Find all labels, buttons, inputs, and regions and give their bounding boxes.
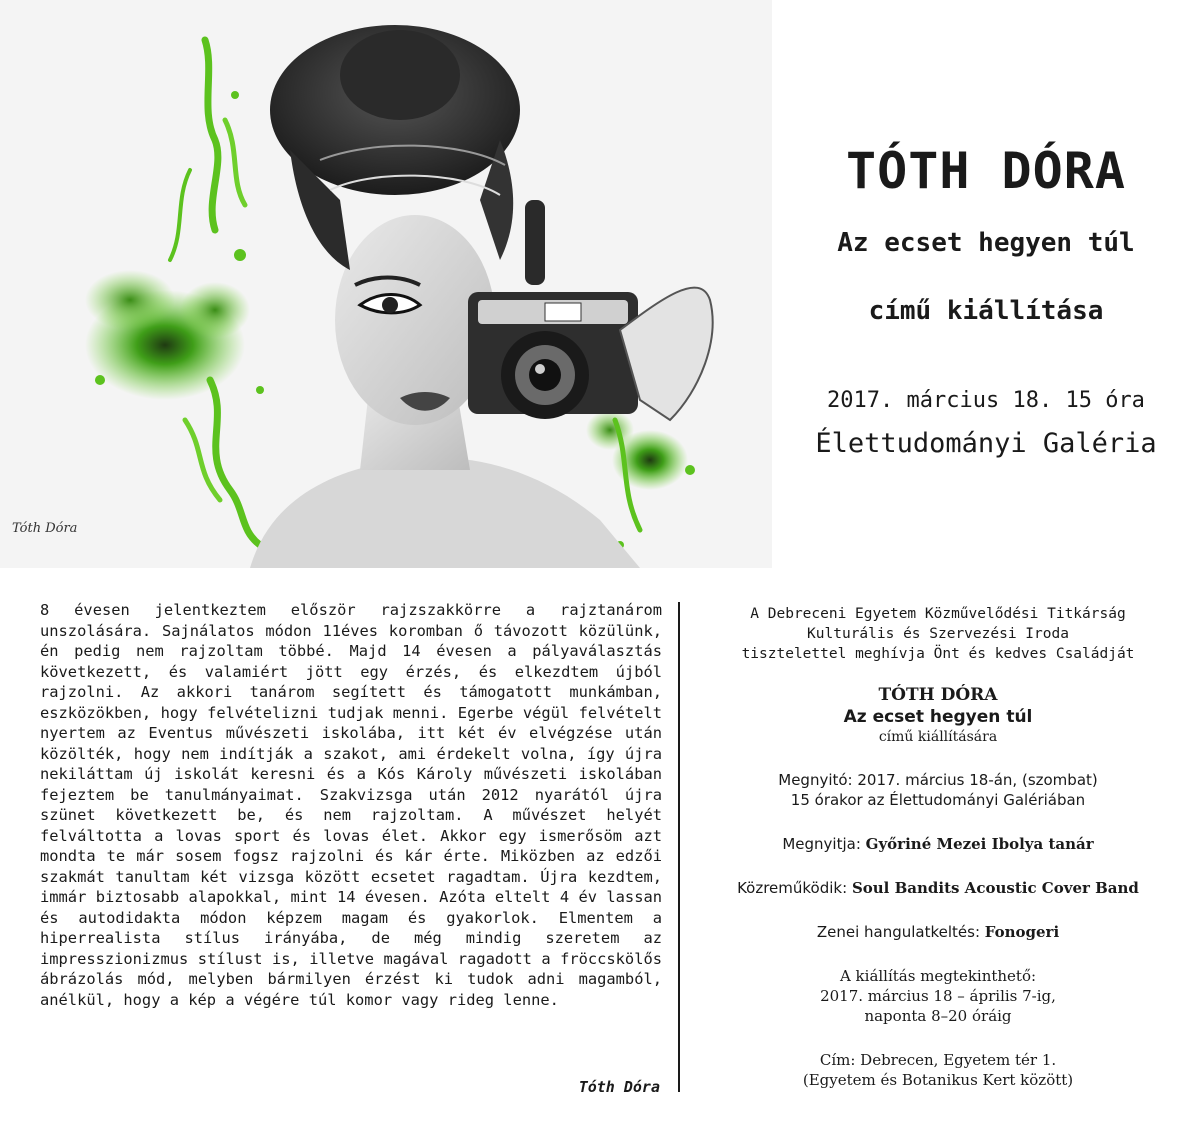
- shoulders-art: [250, 458, 640, 569]
- invite-exhibition-subtitle: című kiállítására: [878, 729, 998, 745]
- contributor-label: Közreműködik:: [737, 879, 852, 897]
- exhibition-venue: Élettudományi Galéria: [815, 428, 1157, 459]
- invitation-block: [690, 604, 1186, 1090]
- exhibition-subtitle: című kiállítása: [868, 296, 1104, 326]
- viewing-line-3: naponta 8–20 óráig: [864, 1007, 1012, 1025]
- artist-bio: 8 évesen jelentkeztem először rajzszakkörre a rajztanárom unszolására. Sajnálatos módon 11éves koromban ő távozott közülünk, én pedig nem rajzoltam többé. Majd 14 évesen a pályaválasztás következett, és valamiért jött egy érzés, és elkezdtem újból rajzolni. Az akkori tanárom segített és támogatott munkámban, eszközökben, hogy felvételizni tudjak menni. Egerbe végül felvételt nyertem az Eventus művészeti iskolába, itt két év elvégzése után közölték, hogy nem indítják a szakot, ami érdekelt volna, így újra nekiláttam új iskolát keresni és a Kós Károly művészeti iskolában fejeztem be tanulmányaimat. Szakvizsga után 2012 nyarától újra szünet következett be, és nem rajzoltam. A művészet helyét felváltotta a lovas sport és lovas élet. Akkor egy ismerősöm azt mondta te már sosem fogsz rajzolni és kár érte. Miközben az edzői szakmát tanultam két vizsga között ecsetet ragadtam. Újra kezdtem, immár biztosabb alapokkal, mint 14 évesen. Azóta eltelt 4 év lassan és autodidakta módon képzem magam és gyakorlok. Elmentem a hiperrealista stílus irányába, de még mindig szeretem az impresszionizmus stílust is, illetve magával ragadott a fröccskölős ábrázolás mód, melyben bármilyen érzést ki tudok adni magamból, anélkül, hogy a kép a végére túl komor vagy rideg lenne.: [40, 601, 662, 1009]
- opener-info: [690, 834, 1186, 854]
- bio-signature: Tóth Dóra: [578, 1078, 660, 1096]
- exhibition-date: 2017. március 18. 15 óra: [827, 388, 1145, 413]
- column-divider: [678, 602, 680, 1092]
- music-label: Zenei hangulatkeltés:: [816, 923, 985, 941]
- painting-illustration: [0, 0, 772, 568]
- viewing-info: [690, 966, 1186, 1026]
- opener-label: Megnyitja:: [782, 835, 866, 853]
- opening-line-2: 15 órakor az Élettudományi Galériában: [790, 791, 1086, 809]
- opener-value: Győriné Mezei Ibolya tanár: [865, 835, 1094, 853]
- viewing-line-2: 2017. március 18 – április 7-ig,: [820, 987, 1056, 1005]
- contributor-info: [690, 878, 1186, 898]
- painting-signature: Tóth Dóra: [12, 521, 78, 536]
- exhibition-title: Az ecset hegyen túl: [837, 228, 1135, 258]
- artist-name-heading: TÓTH DÓRA: [846, 142, 1126, 200]
- address-line-1: Cím: Debrecen, Egyetem tér 1.: [819, 1051, 1057, 1069]
- org-line-1: A Debreceni Egyetem Közművelődési Titkárság: [750, 606, 1126, 622]
- contributor-value: Soul Bandits Acoustic Cover Band: [851, 879, 1139, 897]
- invite-exhibition-title: Az ecset hegyen túl: [843, 707, 1033, 727]
- opening-line-1: Megnyitó: 2017. március 18-án, (szombat): [778, 771, 1098, 789]
- invite-artist-name: TÓTH DÓRA: [878, 685, 998, 705]
- artwork-painting: [0, 0, 772, 568]
- exhibition-header: [772, 0, 1200, 568]
- org-line-3: tisztelettel meghívja Önt és kedves Családját: [741, 646, 1135, 662]
- music-value: Fonogeri: [984, 923, 1060, 941]
- opening-info: [690, 770, 1186, 810]
- music-info: [690, 922, 1186, 942]
- address-line-2: (Egyetem és Botanikus Kert között): [802, 1071, 1074, 1089]
- camera-art: [468, 292, 638, 419]
- address-info: [690, 1050, 1186, 1090]
- viewing-line-1: A kiállítás megtekinthető:: [839, 967, 1037, 985]
- org-line-2: Kulturális és Szervezési Iroda: [807, 626, 1069, 642]
